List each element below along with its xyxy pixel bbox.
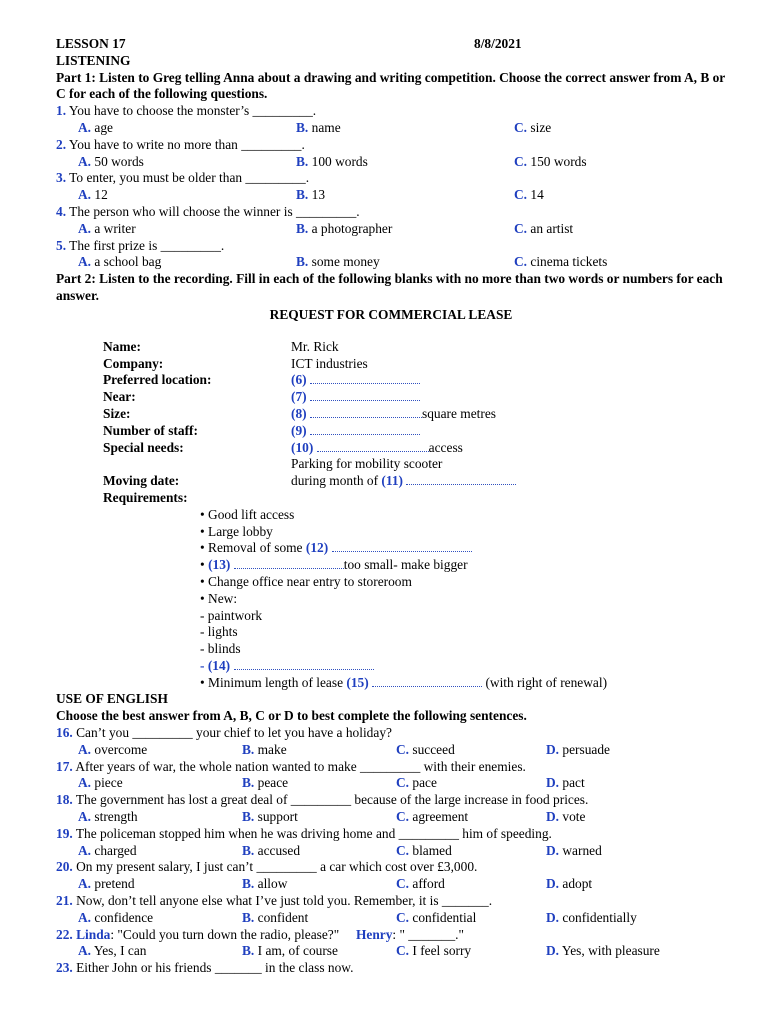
part1-instruction: Part 1: Listen to Greg telling Anna about a drawing and writing competition. Choose the correct answer from A, B or C for each of the following questions. xyxy=(56,69,726,102)
requirements-label: Requirements: xyxy=(103,489,188,505)
option-a[interactable]: A. 12 xyxy=(78,187,108,203)
requirements-list xyxy=(56,507,726,692)
answer-blank[interactable] xyxy=(310,389,420,401)
option-a[interactable]: A. piece xyxy=(78,775,123,791)
answer-blank[interactable] xyxy=(310,372,420,384)
question-1 xyxy=(56,103,726,120)
question-5-options xyxy=(56,254,726,271)
option-c[interactable]: C. cinema tickets xyxy=(514,254,608,270)
use-of-english-instruction: Choose the best answer from A, B, C or D to best complete the following sentences. xyxy=(56,708,527,724)
field-label: Special needs: xyxy=(103,439,184,455)
requirement-item[interactable]: • (13) too small- make bigger xyxy=(200,557,468,573)
option-b[interactable]: B. make xyxy=(242,741,287,757)
field-value[interactable] xyxy=(291,423,420,440)
option-b[interactable]: B. confident xyxy=(242,909,309,925)
lease-field-row xyxy=(56,406,726,423)
option-a[interactable]: A. a school bag xyxy=(78,254,162,270)
field-label: Name: xyxy=(103,338,141,354)
lease-field-row xyxy=(56,356,726,373)
requirement-item: • New: xyxy=(200,590,238,606)
field-value[interactable]: during month of (11) xyxy=(291,473,516,490)
question-number: 22. xyxy=(56,926,73,942)
question-text: The person who will choose the winner is _________. xyxy=(69,203,360,219)
option-d[interactable]: D. vote xyxy=(546,809,586,825)
question-text: Can’t you _________ your chief to let you have a holiday? xyxy=(76,725,392,741)
question-4 xyxy=(56,204,726,221)
option-c[interactable]: C. pace xyxy=(396,775,437,791)
question-19 xyxy=(56,826,726,843)
field-label: Preferred location: xyxy=(103,372,212,388)
part2-instruction: Part 2: Listen to the recording. Fill in each of the following blanks with no more than two words or numbers for each answer. xyxy=(56,271,723,303)
question-number: 20. xyxy=(56,859,73,875)
requirement-item: • Change office near entry to storeroom xyxy=(200,573,412,589)
question-number: 19. xyxy=(56,825,73,841)
option-c[interactable]: C. agreement xyxy=(396,809,469,825)
answer-blank[interactable] xyxy=(406,473,516,485)
option-c[interactable]: C. 14 xyxy=(514,187,544,203)
question-number: 18. xyxy=(56,792,73,808)
lease-field-row xyxy=(56,456,726,473)
field-label: Near: xyxy=(103,389,136,405)
lease-form-title: REQUEST FOR COMMERCIAL LEASE xyxy=(269,306,513,322)
question-text: The first prize is _________. xyxy=(69,237,225,253)
lease-field-row xyxy=(56,389,726,406)
requirement-item: - paintwork xyxy=(200,607,263,623)
option-b[interactable]: B. name xyxy=(296,119,341,135)
requirement-item: - blinds xyxy=(200,641,241,657)
question-text: To enter, you must be older than _________. xyxy=(69,170,310,186)
answer-blank[interactable] xyxy=(310,423,420,435)
question-text: Either John or his friends _______ in the class now. xyxy=(76,960,354,976)
question-2-options xyxy=(56,154,726,171)
question-16 xyxy=(56,725,726,742)
question-18-options xyxy=(56,809,726,826)
option-a[interactable]: A. strength xyxy=(78,809,138,825)
requirement-item: - lights xyxy=(200,624,238,640)
blank-number: (12) xyxy=(305,540,329,556)
question-20 xyxy=(56,859,726,876)
option-c[interactable]: C. I feel sorry xyxy=(396,943,472,959)
option-c[interactable]: C. blamed xyxy=(396,842,452,858)
requirement-item[interactable]: • Removal of some (12) xyxy=(56,540,726,557)
field-value: Parking for mobility scooter xyxy=(291,456,443,472)
blank-number: (9) xyxy=(291,422,307,438)
option-b[interactable]: B. 13 xyxy=(296,187,326,203)
blank-number: (8) xyxy=(291,405,307,421)
field-label: Company: xyxy=(103,355,164,371)
option-c[interactable]: C. size xyxy=(514,119,552,135)
option-a[interactable]: A. pretend xyxy=(78,876,135,892)
speaker-linda: Linda xyxy=(76,926,111,942)
blank-number: (7) xyxy=(291,389,307,405)
question-17 xyxy=(56,759,726,776)
option-d[interactable]: D. adopt xyxy=(546,876,593,892)
linda-line: : "Could you turn down the radio, please?" xyxy=(110,926,340,942)
option-d[interactable]: D. persuade xyxy=(546,741,610,757)
question-number: 5. xyxy=(56,237,67,253)
option-a[interactable]: A. 50 words xyxy=(78,153,144,169)
henry-line: : " _______." xyxy=(392,926,464,942)
option-b[interactable]: B. some money xyxy=(296,254,380,270)
answer-blank[interactable] xyxy=(372,675,482,687)
question-17-options xyxy=(56,775,726,792)
option-d[interactable]: D. warned xyxy=(546,842,602,858)
answer-blank[interactable] xyxy=(310,406,422,418)
option-b[interactable]: B. allow xyxy=(242,876,288,892)
option-b[interactable]: B. support xyxy=(242,809,298,825)
blank-number: (10) xyxy=(291,439,314,455)
question-20-options xyxy=(56,876,726,893)
part1-questions xyxy=(56,103,726,271)
blank-number: (6) xyxy=(291,372,307,388)
field-value: ICT industries xyxy=(291,355,368,371)
question-text: On my present salary, I just can’t _________ a car which cost over £3,000. xyxy=(76,859,478,875)
answer-blank[interactable] xyxy=(317,440,429,452)
question-16-options xyxy=(56,742,726,759)
option-c[interactable]: C. afford xyxy=(396,876,445,892)
question-number: 2. xyxy=(56,136,67,152)
option-b[interactable]: B. a photographer xyxy=(296,220,393,236)
english-questions xyxy=(56,725,726,927)
question-text: The policeman stopped him when he was driving home and _________ him of speeding. xyxy=(75,825,552,841)
requirement-item: • Large lobby xyxy=(200,523,273,539)
field-value: Mr. Rick xyxy=(291,338,339,354)
question-number: 4. xyxy=(56,203,67,219)
option-a[interactable]: A. confidence xyxy=(78,909,154,925)
field-value[interactable] xyxy=(291,389,420,406)
lease-fields xyxy=(56,339,726,490)
option-b[interactable]: B. I am, of course xyxy=(242,943,338,959)
question-number: 16. xyxy=(56,725,73,741)
option-c[interactable]: C. 150 words xyxy=(514,153,587,169)
option-b[interactable]: B. 100 words xyxy=(296,153,368,169)
option-a[interactable]: A. charged xyxy=(78,842,137,858)
field-label: Number of staff: xyxy=(103,422,198,438)
blank-number: (11) xyxy=(381,473,403,489)
lease-field-row xyxy=(56,372,726,389)
question-text: The government has lost a great deal of _________ because of the large increase in food prices. xyxy=(75,792,589,808)
question-5 xyxy=(56,238,726,255)
question-number: 21. xyxy=(56,893,73,909)
option-d[interactable]: D. pact xyxy=(546,775,585,791)
question-22 xyxy=(56,927,726,944)
option-a[interactable]: A. age xyxy=(78,119,113,135)
lease-field-row xyxy=(56,473,726,490)
answer-blank[interactable] xyxy=(234,658,374,670)
lease-field-row xyxy=(56,440,726,457)
question-22-options xyxy=(56,943,726,960)
question-3-options xyxy=(56,187,726,204)
header-row xyxy=(56,36,726,53)
requirement-item[interactable]: • Minimum length of lease (15) (with right of renewal) xyxy=(200,674,608,690)
question-19-options xyxy=(56,843,726,860)
question-21 xyxy=(56,893,726,910)
question-number: 23. xyxy=(56,960,73,976)
requirement-item[interactable]: - (14) xyxy=(56,658,726,675)
answer-blank[interactable] xyxy=(234,557,344,569)
speaker-henry: Henry xyxy=(355,926,393,942)
option-a[interactable]: A. Yes, I can xyxy=(78,943,147,959)
question-number: 3. xyxy=(56,170,67,186)
field-value[interactable]: (8) square metres xyxy=(291,405,496,421)
question-text: You have to choose the monster’s _________. xyxy=(68,103,317,119)
answer-blank[interactable] xyxy=(332,540,472,552)
option-c[interactable]: C. succeed xyxy=(396,741,455,757)
question-18 xyxy=(56,792,726,809)
lease-field-row xyxy=(56,423,726,440)
section-title: LISTENING xyxy=(56,52,131,68)
option-b[interactable]: B. accused xyxy=(242,842,301,858)
question-text: You have to write no more than _________. xyxy=(68,136,305,152)
option-c[interactable]: C. an artist xyxy=(514,220,574,236)
question-23 xyxy=(56,960,726,977)
question-number: 1. xyxy=(56,103,67,119)
question-number: 17. xyxy=(56,758,73,774)
lease-field-row xyxy=(56,339,726,356)
option-c[interactable]: C. confidential xyxy=(396,909,477,925)
blank-number: (15) xyxy=(346,674,369,690)
question-21-options xyxy=(56,910,726,927)
question-4-options xyxy=(56,221,726,238)
question-1-options xyxy=(56,120,726,137)
requirement-item: • Good lift access xyxy=(200,506,295,522)
worksheet-page xyxy=(56,36,726,977)
blank-number: (14) xyxy=(207,657,231,673)
option-b[interactable]: B. peace xyxy=(242,775,289,791)
option-d[interactable]: D. Yes, with pleasure xyxy=(546,943,660,959)
question-2 xyxy=(56,137,726,154)
use-of-english-title: USE OF ENGLISH xyxy=(56,691,168,707)
field-label: Size: xyxy=(103,405,131,421)
question-text: After years of war, the whole nation wanted to make _________ with their enemies. xyxy=(75,758,526,774)
option-a[interactable]: A. overcome xyxy=(78,741,148,757)
field-label: Moving date: xyxy=(103,473,180,489)
question-text: Now, don’t tell anyone else what I’ve just told you. Remember, it is _______. xyxy=(76,893,493,909)
option-a[interactable]: A. a writer xyxy=(78,220,136,236)
lesson-date: 8/8/2021 xyxy=(474,36,522,51)
field-value[interactable]: (10) access xyxy=(291,439,463,455)
blank-number: (13) xyxy=(208,557,231,573)
question-3 xyxy=(56,170,726,187)
lesson-title: LESSON 17 xyxy=(56,36,126,51)
option-d[interactable]: D. confidentially xyxy=(546,909,637,925)
field-value[interactable] xyxy=(291,372,420,389)
